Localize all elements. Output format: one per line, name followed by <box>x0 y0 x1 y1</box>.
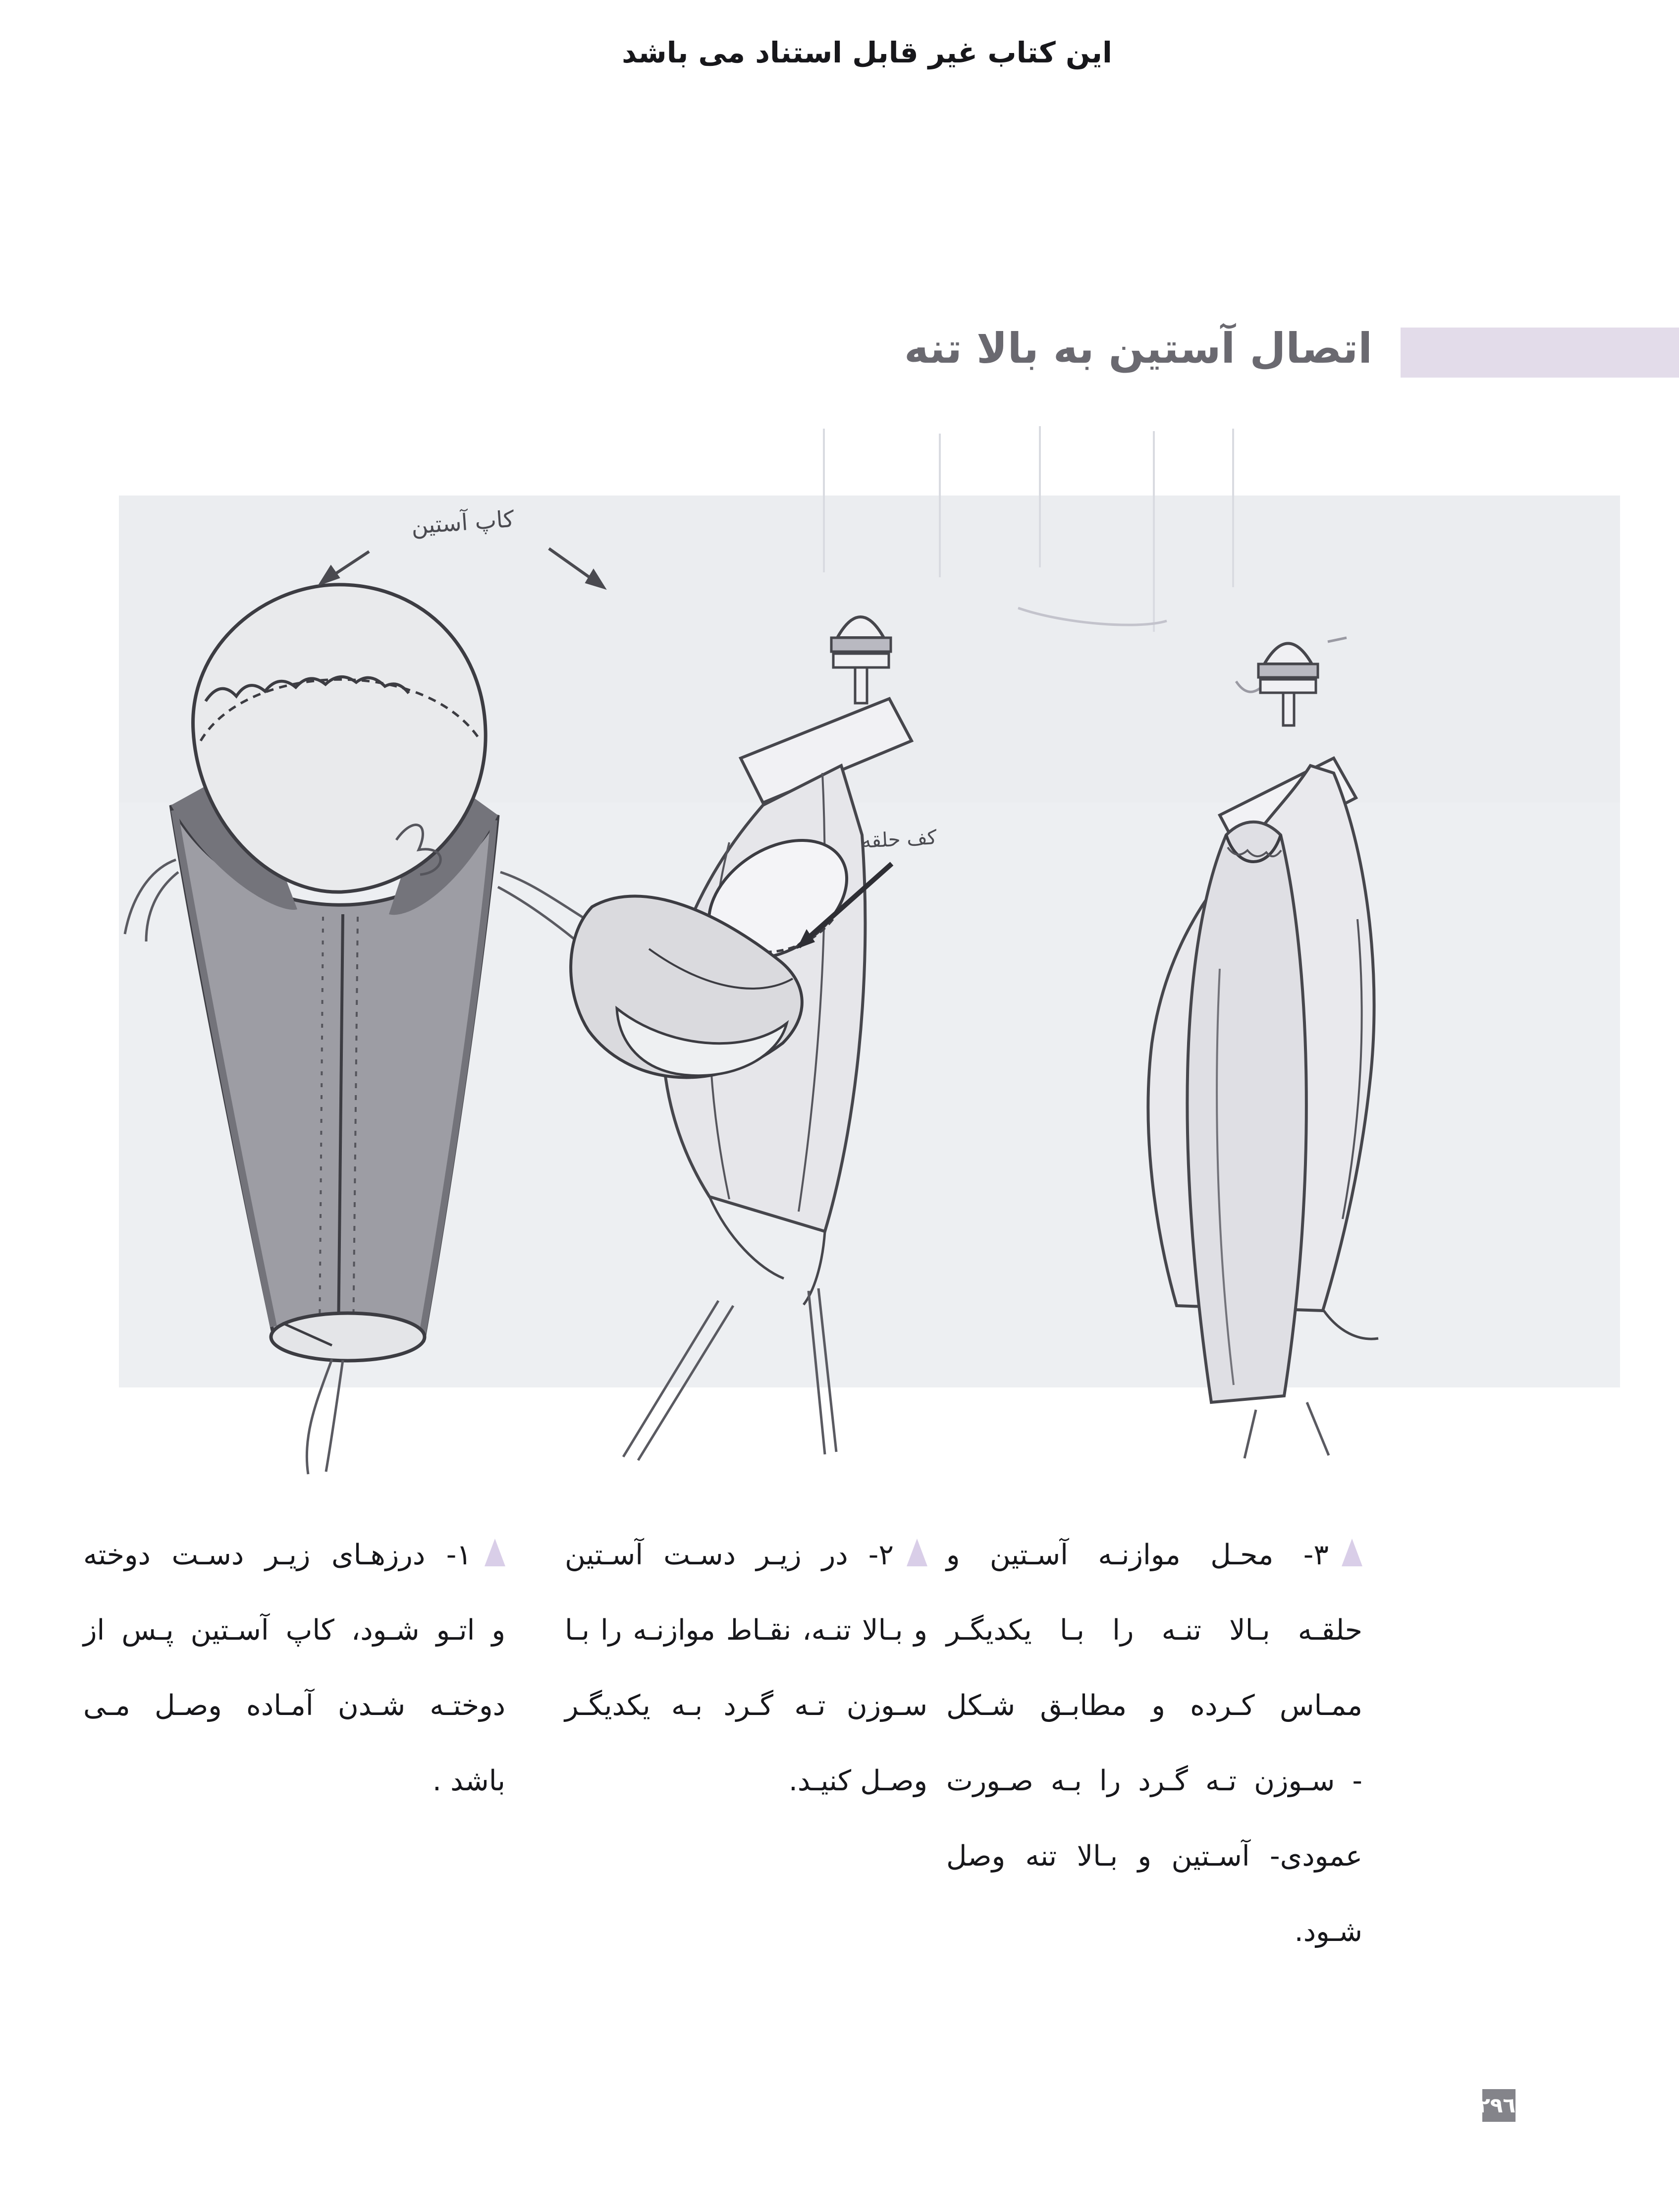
section-title: اتصال آستین به بالا تنه <box>904 324 1372 373</box>
step-marker-triangle-icon <box>907 1539 927 1566</box>
step-text: ۳- محـل موازنـه آسـتین و <box>946 1539 1329 1571</box>
step-line: و اتـو شـود، کاپ آسـتین پـس از <box>83 1614 505 1647</box>
step-line: دوختـه شـدن آمـاده وصـل مـی <box>83 1689 505 1722</box>
step-line: شـود. <box>1294 1915 1362 1948</box>
instruction-step-3 <box>946 1517 1362 1969</box>
page-number-badge: ۲۹٦ <box>1482 2089 1516 2122</box>
step-line <box>83 1517 505 1593</box>
instruction-step-1 <box>83 1517 505 1819</box>
step-line: و بـالا تنـه، نقـاط موازنـه را بـا <box>565 1614 927 1647</box>
sleeve-cuff <box>271 1313 425 1361</box>
sleeve-cap-label: کاپ آستین <box>410 505 515 540</box>
step-line: حلقـه بـالا تنـه را بـا یکدیگـر <box>946 1614 1362 1647</box>
figure-panel <box>119 424 1620 1479</box>
step-line: سـوزن تـه گـرد بـه یکدیگـر <box>565 1689 927 1722</box>
step-line: عمودی- آسـتین و بـالا تنه وصل <box>946 1840 1362 1873</box>
step-text: ۱- درزهـای زیـر دسـت دوخته <box>83 1539 472 1571</box>
attached-sleeve <box>1187 822 1306 1402</box>
step-line: باشد . <box>432 1765 505 1797</box>
step-line: ممـاس کـرده و مطابـق شـکل <box>946 1689 1362 1722</box>
instruction-step-2 <box>565 1517 927 1819</box>
step-marker-triangle-icon <box>485 1539 505 1566</box>
section-accent-bar <box>1401 328 1679 378</box>
page-top-note: این کتاب غیر قابل استناد می باشد <box>622 36 1112 69</box>
step-line: - سـوزن تـه گـرد را بـه صـورت <box>946 1765 1362 1797</box>
stand-legs-right <box>1245 1402 1329 1458</box>
sewing-illustration <box>119 424 1620 1479</box>
step-line: وصـل کنیـد. <box>788 1765 927 1797</box>
step-marker-triangle-icon <box>1342 1539 1362 1566</box>
step-text: ۲- در زیـر دسـت آسـتین <box>565 1539 894 1571</box>
armhole-base-label: کف حلقه <box>860 826 937 853</box>
step-line <box>565 1517 927 1593</box>
step-line <box>946 1517 1362 1593</box>
